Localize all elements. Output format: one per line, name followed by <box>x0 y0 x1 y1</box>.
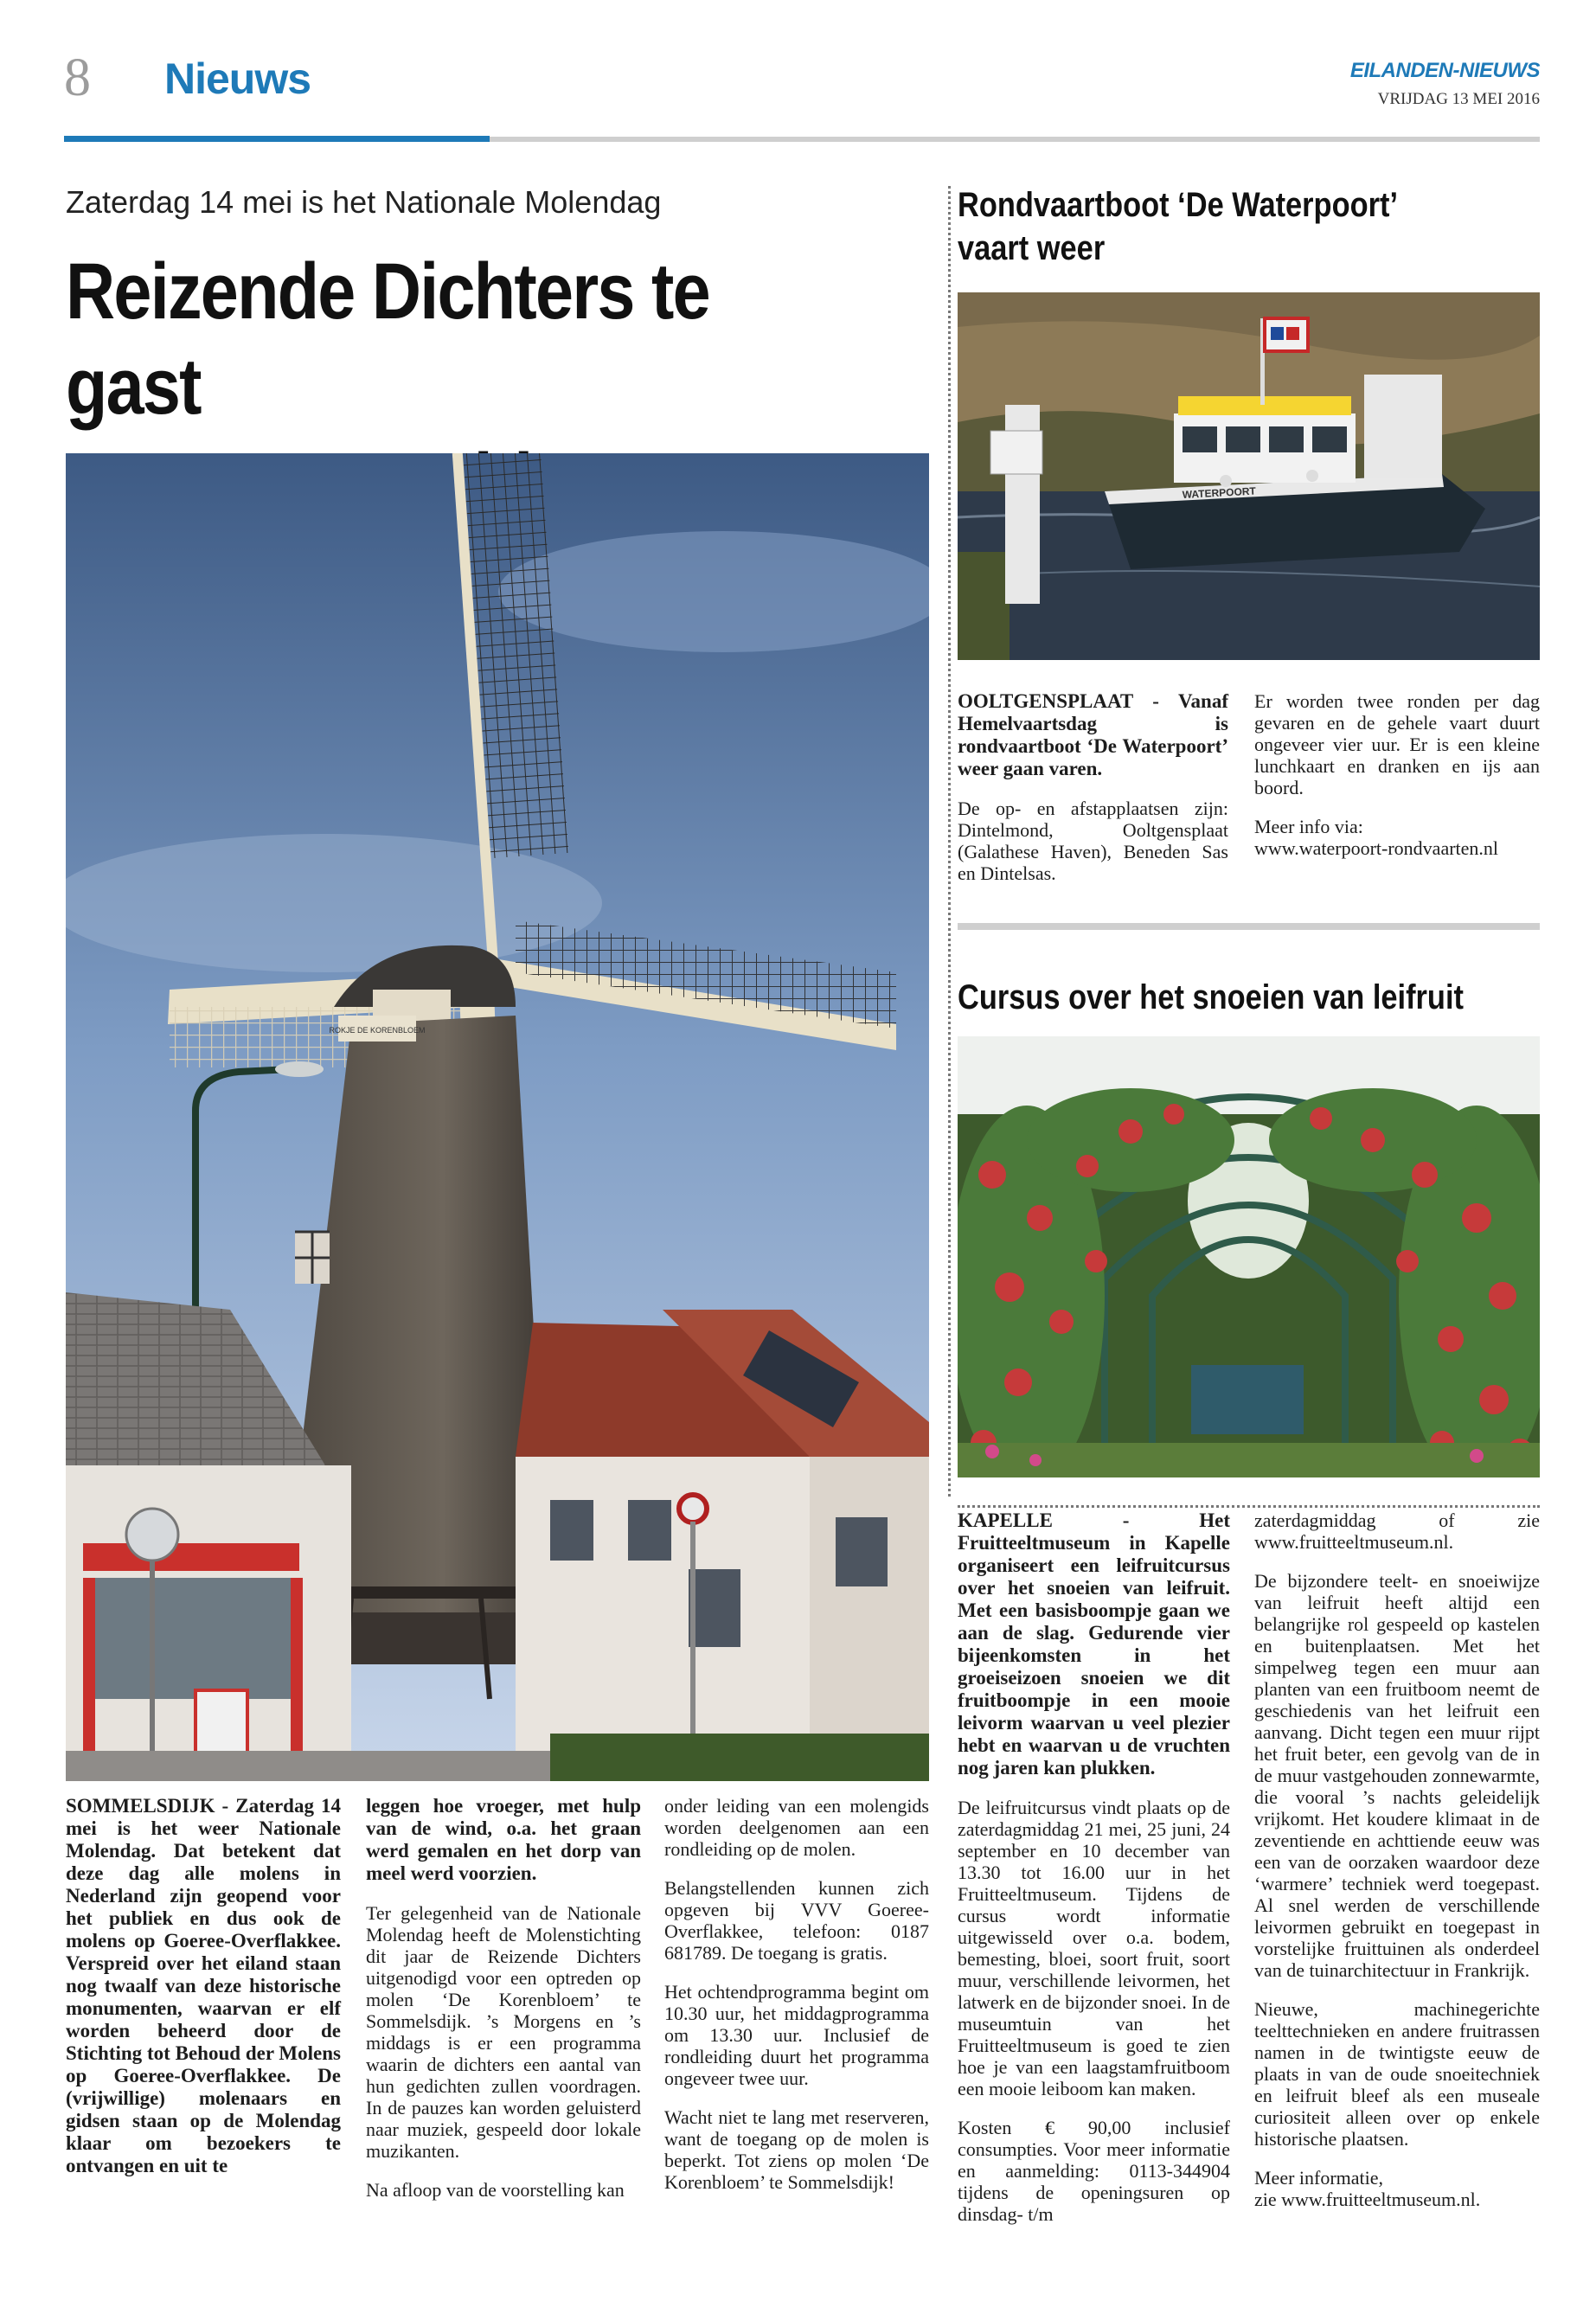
boat-lead: OOLTGENSPLAAT - Vanaf Hemelvaartsdag is rondvaartboot ‘De Waterpoort’ weer gaan varen. <box>958 690 1228 779</box>
fruit-website[interactable]: zie www.fruitteeltmuseum.nl. <box>1254 2189 1481 2210</box>
article-kicker: Zaterdag 14 mei is het Nationale Molendag <box>66 184 662 220</box>
fruit-col-2 <box>1254 1509 1540 2227</box>
main-article-col-3 <box>664 1795 929 2210</box>
main-paragraph: Ter gelegenheid van de Nationale Molendag heeft de Molenstichting dit jaar de Reizende Dichters uitgenodigd voor een optreden op molen ‘De Korenbloem’ te Sommelsdijk. ’s Morgens en ’s middags is er een programma waarin de dichters een aantal van hun gedichten zullen voordragen. In de pauzes kan worden geluisterd naar muziek, gespeeld door lokale muzikanten. <box>366 1902 641 2162</box>
boat-photo <box>958 292 1540 660</box>
main-lead: SOMMELSDIJK - Zaterdag 14 mei is het weer Nationale Molendag. Dat betekent dat deze dag alle molens in Nederland zijn geopend voor het publiek en dus ook de molens op Goeree-Overflakkee. Verspreid over het eiland staan nog twaalf van deze historische monumenten, waarvan er elf worden beheerd door de Stichting tot Behoud der Molens op Goeree-Overflakkee. De (vrijwillige) molenaars en gidsen staan op de Molendag klaar om bezoekers te ontvangen en uit te <box>66 1795 341 2176</box>
main-article-col-1 <box>66 1795 341 2195</box>
main-article-col-2 <box>366 1795 641 2218</box>
boat-headline-line-1: Rondvaartboot ‘De Waterpoort’ <box>958 186 1398 224</box>
boat-website[interactable]: www.waterpoort-rondvaarten.nl <box>1254 837 1499 859</box>
fruit-paragraph: zaterdagmiddag of zie www.fruitteeltmuseum.nl. <box>1254 1509 1540 1553</box>
fruit-paragraph: Nieuwe, machinegerichte teelttechnieken en andere fruitrassen namen in de twintigste eeuw de plaats in van de oude snoeitechniek en leifruit bleef als een museale curiositeit alleen over op enkele historische plaatsen. <box>1254 1998 1540 2150</box>
boat-headline-line-2: vaart weer <box>958 229 1106 267</box>
windmill-photo <box>66 453 929 1781</box>
fruit-arch-photo <box>958 1036 1540 1477</box>
fruit-paragraph: De bijzondere teelt- en snoeiwijze van leifruit heeft altijd een belangrijke rol gespeeld op kastelen en buitenplaatsen. Met het simpelweg tegen een muur aan planten van een fruitboom neemt de geschiedenis van het leifruit een aanvang. Dicht tegen een muur rijpt het fruit beter, een gevolg van de in de muur vastgehouden zonnewarmte, die vooral ’s nachts geleidelijk vrijkomt. Het koudere klimaat in de zeventiende en achttiende eeuw was een van de oorzaken waardoor deze ‘warmere’ techniek werd toegepast. Al snel werden de verschillende leivormen gebruikt en toegepast in vorstelijke fruittuinen als onderdeel van de tuinarchitectuur in Frankrijk. <box>1254 1570 1540 1981</box>
main-paragraph: onder leiding van een molengids worden deelgenomen aan een rondleiding op de molen. <box>664 1795 929 1860</box>
section-title: Nieuws <box>164 54 311 103</box>
fruit-paragraph: Kosten € 90,00 inclusief consumpties. Voor meer informatie en aanmelding: 0113-344904 tijdens de openingsuren op dinsdag- t/m <box>958 2117 1230 2225</box>
main-paragraph: Belangstellenden kunnen zich opgeven bij VVV Goeree-Overflakkee, telefoon: 0187 681789. De toegang is gratis. <box>664 1877 929 1964</box>
column-separator <box>948 186 951 1497</box>
fruit-info-label: Meer informatie, <box>1254 2167 1384 2189</box>
page-number: 8 <box>64 48 91 107</box>
main-paragraph: Het ochtendprogramma begint om 10.30 uur, het middagprogramma om 13.30 uur. Inclusief de rondleiding duurt het programma ongeveer twee uur. <box>664 1981 929 2089</box>
boat-col-1 <box>958 690 1228 901</box>
main-lead-cont: leggen hoe vroeger, met hulp van de wind, o.a. het graan werd gemalen en het dorp van meel werd voorzien. <box>366 1795 641 1884</box>
fruit-headline: Cursus over het snoeien van leifruit <box>958 978 1464 1016</box>
header-rule <box>490 137 1540 142</box>
article-separator <box>958 1505 1540 1508</box>
boat-info-label: Meer info via: <box>1254 816 1363 837</box>
boat-paragraph: Er worden twee ronden per dag gevaren en de gehele vaart duurt ongeveer vier uur. Er is een kleine lunchkaart en dranken en ijs aan boord. <box>1254 690 1540 798</box>
issue-date: VRIJDAG 13 MEI 2016 <box>1377 90 1540 108</box>
boat-paragraph: De op- en afstapplaatsen zijn: Dintelmond, Ooltgensplaat (Galathese Haven), Beneden Sas en Dintelsas. <box>958 798 1228 884</box>
header-rule-accent <box>64 136 490 142</box>
boat-headline <box>958 183 1398 270</box>
fruit-paragraph: De leifruitcursus vindt plaats op de zaterdagmiddag 21 mei, 25 juni, 24 september en 10 december van 13.30 tot 16.00 uur in het Fruitteeltmuseum. Tijdens de cursus wordt informatie uitgewisseld over o.a. bodem, bemesting, bloei, soort fruit, soort muur, verschillende leivormen, het latwerk en de bijzonder snoei. In de museumtuin van het Fruitteeltmuseum is goed te zien hoe je van een laagstamfruitboom een mooie leiboom kan maken. <box>958 1797 1230 2099</box>
fruit-lead: KAPELLE - Het Fruitteeltmuseum in Kapelle organiseert een leifruitcursus over het snoeien van leifruit. Met een basisboompje gaan we aan de slag. Gedurende vier bijeenkomsten in het groeiseizoen snoeien we dit fruitboompje in een mooie leivorm waarvan u veel plezier hebt en waarvan u de vruchten nog jaren kan plukken. <box>958 1509 1230 1779</box>
main-paragraph: Na afloop van de voorstelling kan <box>366 2179 625 2201</box>
boat-name-label: WATERPOORT <box>1182 484 1257 501</box>
article-divider <box>958 923 1540 930</box>
mill-name-sign: ROKJE DE KORENBLOEM <box>329 1026 426 1035</box>
main-paragraph: Wacht niet te lang met reserveren, want de toegang op de molen is beperkt. Tot ziens op molen ‘De Korenbloem’ te Sommelsdijk! <box>664 2106 929 2193</box>
fruit-col-1 <box>958 1509 1230 2242</box>
newspaper-logo: EILANDEN-NIEUWS <box>1349 59 1540 82</box>
headline-line-1: Reizende Dichters te gast <box>66 247 709 431</box>
boat-col-2 <box>1254 690 1540 876</box>
